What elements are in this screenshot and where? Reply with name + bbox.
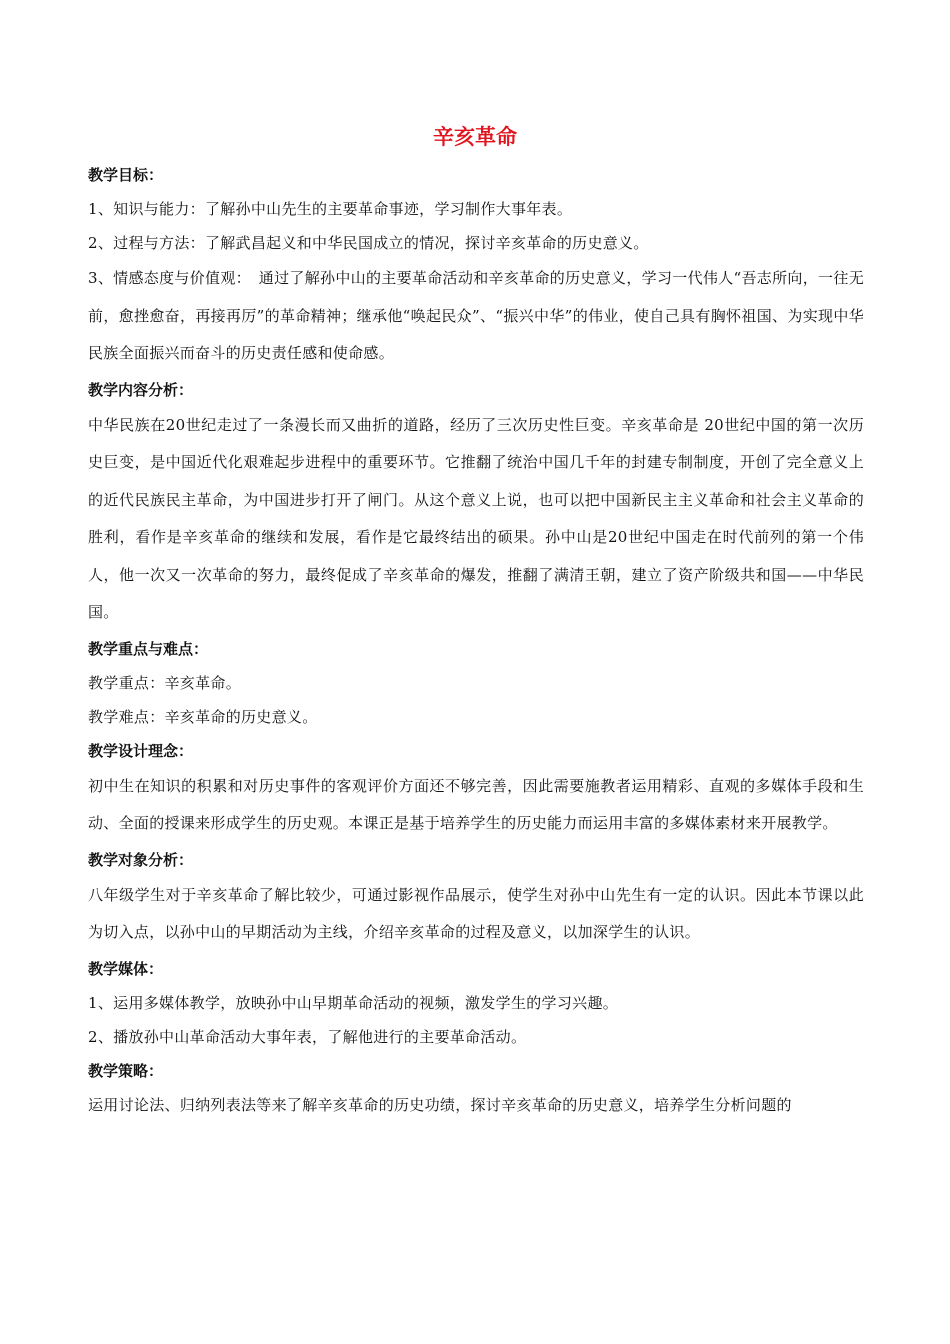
section-heading-content-analysis: 教学内容分析：	[88, 380, 194, 399]
objective-knowledge: 1、知识与能力：了解孙中山先生的主要革命事迹，学习制作大事年表。	[88, 200, 573, 218]
difficulty-text: 教学难点：辛亥革命的历史意义。	[88, 707, 318, 726]
content-analysis-text: 中华民族在20世纪走过了一条漫长而又曲折的道路，经历了三次历史性巨变。辛亥革命是 20世纪中国的第一次历史巨变，是中国近代化艰难起步进程中的重要环节。它推翻了统治中国几千年的封建专制制度，开创了完全意义上的近代民族民主革命，为中国进步打开了闸门。从这个意义上说，也可以把中国新民主主义革命和社会主义革命的胜利，看作是辛亥革命的继续和发展，看作是它最终结出的硕果。孙中山是20世纪中国走在时代前列的第一个伟人，他一次又一次革命的努力，最终促成了辛亥革命的爆发，推翻了满清王朝，建立了资产阶级共和国——中华民国。	[88, 415, 864, 621]
document-body	[88, 158, 864, 1122]
objective-process: 2、过程与方法：了解武昌起义和中华民国成立的情况，探讨辛亥革命的历史意义。	[88, 234, 649, 252]
section-heading-objectives: 教学目标：	[88, 166, 164, 184]
section-objectives	[88, 158, 864, 373]
key-point-text: 教学重点：辛亥革命。	[88, 673, 242, 692]
section-heading-key-points: 教学重点与难点：	[88, 639, 209, 658]
media-item-video: 1、运用多媒体教学，放映孙中山早期革命活动的视频，激发学生的学习兴趣。	[88, 993, 619, 1012]
section-heading-media: 教学媒体：	[88, 959, 164, 978]
objective-attitude: 3、情感态度与价值观： 通过了解孙中山的主要革命活动和辛亥革命的历史意义，学习一代伟人“吾志所向，一往无前，愈挫愈奋，再接再厉”的革命精神；继承他“唤起民众”、“振兴中华”的伟业，使自己具有胸怀祖国、为实现中华民族全面振兴而奋斗的历史责任感和使命感。	[88, 269, 864, 362]
section-audience	[88, 843, 864, 952]
document-title: 辛亥革命	[433, 125, 517, 149]
section-media	[88, 952, 864, 1054]
design-concept-text: 初中生在知识的积累和对历史事件的客观评价方面还不够完善，因此需要施教者运用精彩、直观的多媒体手段和生动、全面的授课来形成学生的历史观。本课正是基于培养学生的历史能力而运用丰富的多媒体素材来开展教学。	[88, 776, 864, 832]
audience-text: 八年级学生对于辛亥革命了解比较少，可通过影视作品展示，使学生对孙中山先生有一定的认识。因此本节课以此为切入点，以孙中山的早期活动为主线，介绍辛亥革命的过程及意义，以加深学生的认识。	[88, 885, 864, 941]
section-heading-design-concept: 教学设计理念：	[88, 741, 194, 760]
strategy-text: 运用讨论法、归纳列表法等来了解辛亥革命的历史功绩，探讨辛亥革命的历史意义，培养学生分析问题的	[88, 1095, 792, 1114]
media-item-timeline: 2、播放孙中山革命活动大事年表，了解他进行的主要革命活动。	[88, 1027, 527, 1046]
section-design-concept	[88, 734, 864, 843]
section-key-points	[88, 632, 864, 734]
section-content-analysis	[88, 373, 864, 632]
section-heading-audience: 教学对象分析：	[88, 850, 194, 869]
section-strategy	[88, 1054, 864, 1122]
section-heading-strategy: 教学策略：	[88, 1061, 164, 1080]
